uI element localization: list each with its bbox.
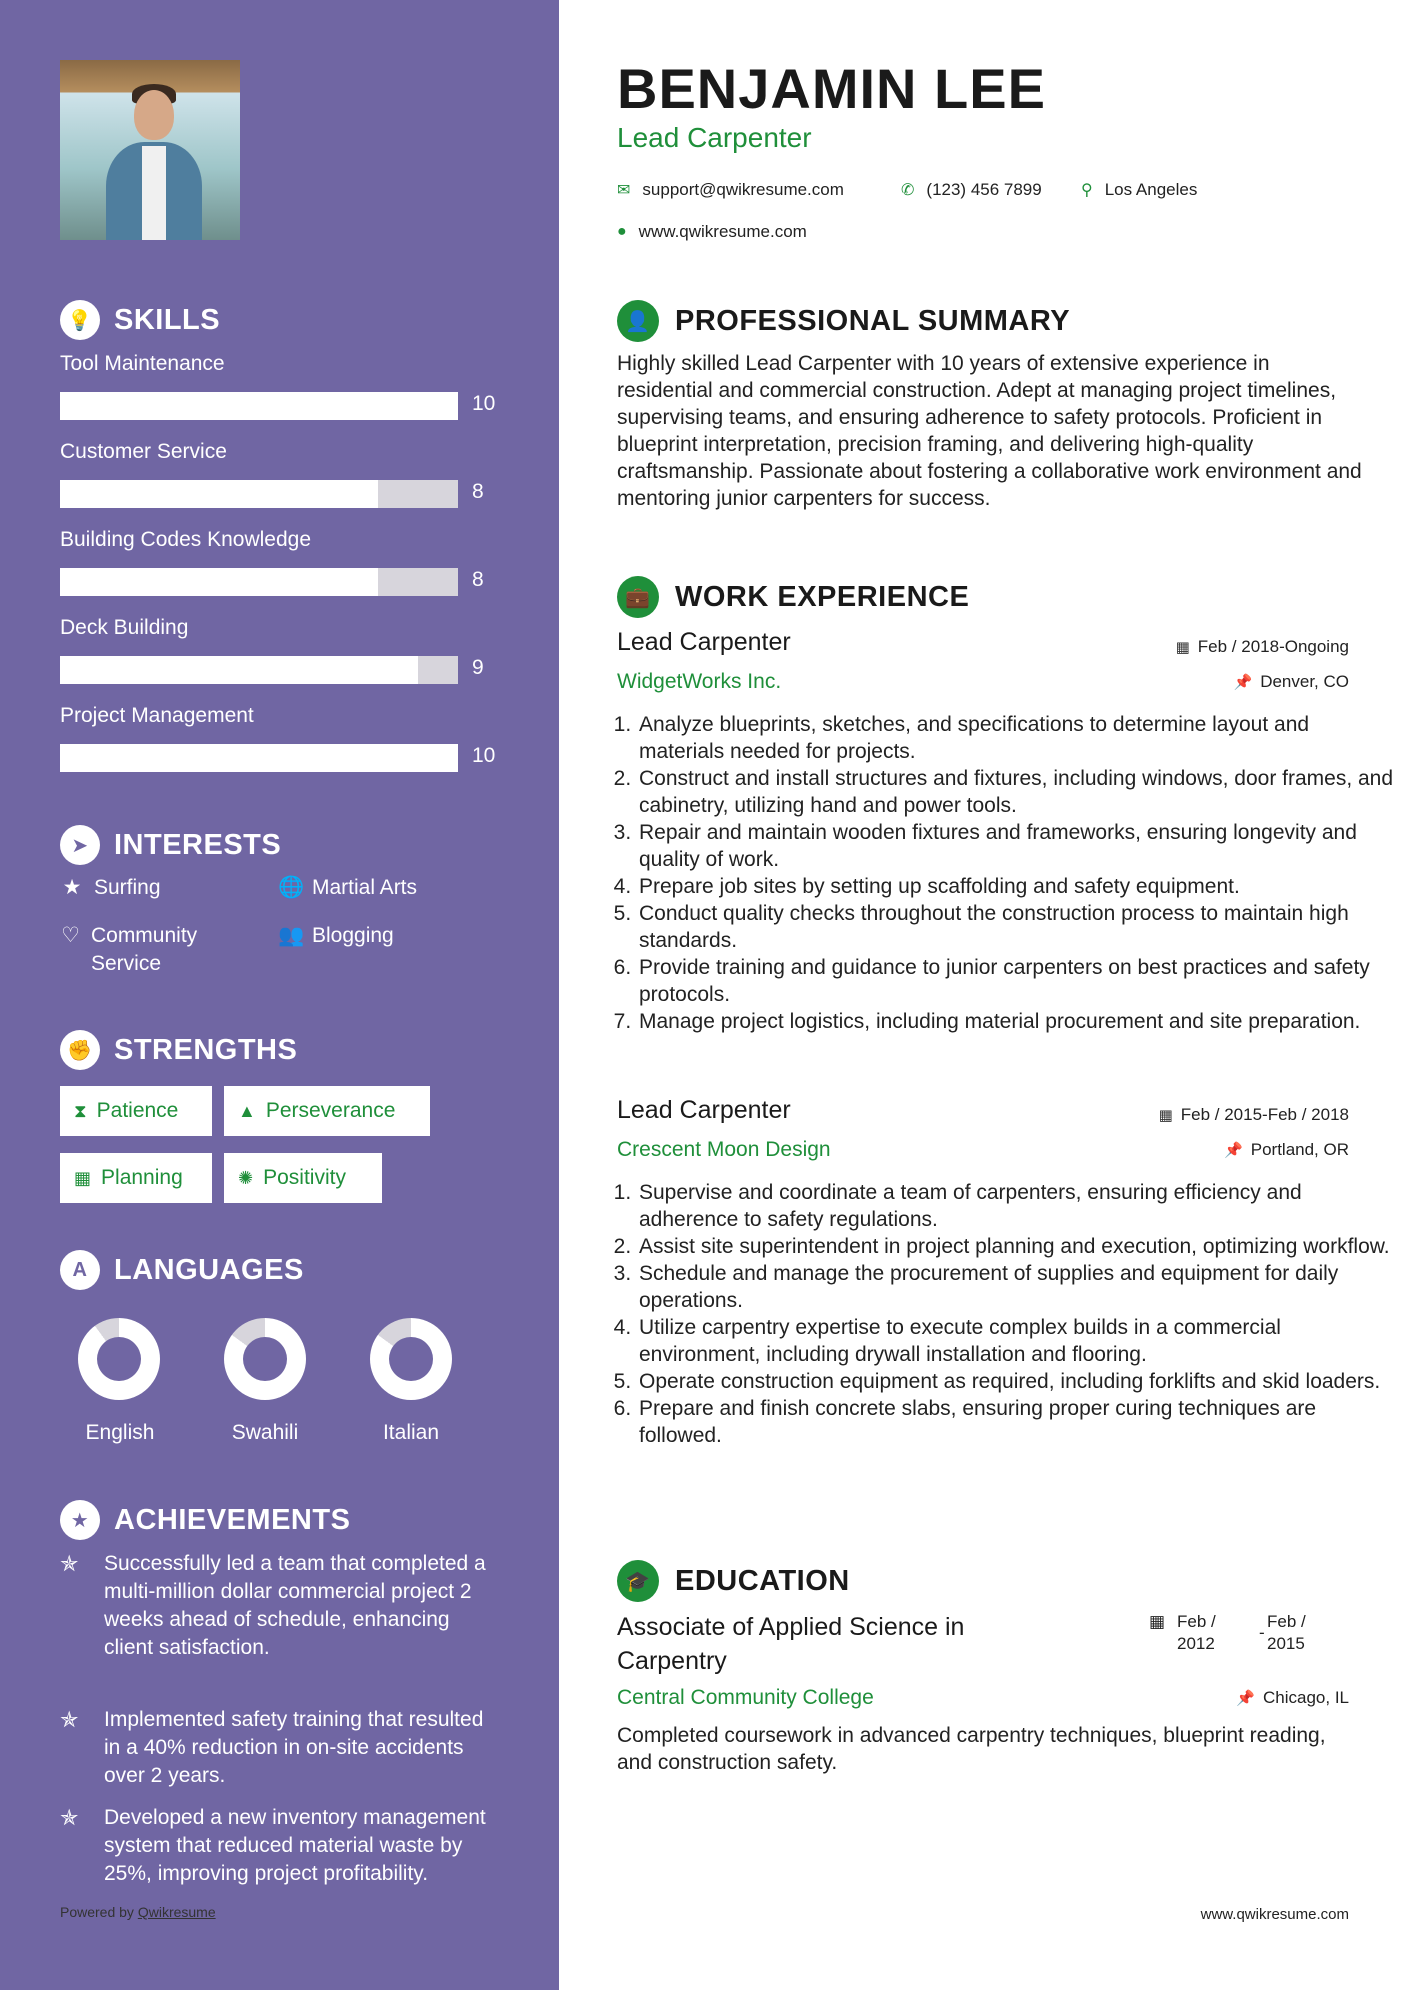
strength-badge: ✺ Positivity	[224, 1153, 382, 1203]
lightbulb-icon: 💡	[60, 300, 100, 340]
brand-link[interactable]: Qwikresume	[137, 1904, 216, 1920]
globe-icon: 🌐	[278, 876, 305, 899]
heart-icon: ♡	[61, 924, 80, 947]
language-label: Italian	[382, 1421, 440, 1444]
strength-badge: ▲ Perseverance	[224, 1086, 430, 1136]
job-bullet: 1. Supervise and coordinate a team of carpenters, ensuring efficiency and adherence to safety regulations.	[637, 1179, 1397, 1233]
calendar-icon: ▦	[74, 1167, 92, 1188]
job-dates: ▦ Feb / 2015-Feb / 2018	[1158, 1105, 1349, 1124]
skill-value: 8	[472, 568, 484, 591]
main-content	[559, 0, 1407, 1990]
skill-bar-fill	[60, 656, 418, 684]
pin-icon: 📌	[1233, 674, 1253, 691]
strength-badge: ⧗ Patience	[60, 1086, 212, 1136]
skill-bar-fill	[60, 744, 458, 772]
paper-plane-icon: ➤	[60, 825, 100, 865]
language-chart-italian	[370, 1318, 452, 1400]
globe-icon: ●	[617, 223, 627, 240]
candidate-name: BENJAMIN LEE	[617, 57, 1046, 120]
map-pin-icon: ⚲	[1081, 182, 1093, 199]
contact-email[interactable]: ✉ support@qwikresume.com	[617, 180, 844, 199]
job-company: Crescent Moon Design	[617, 1138, 831, 1161]
job-bullet: 6. Provide training and guidance to junior carpenters on best practices and safety protocols.	[637, 954, 1397, 1008]
achievement-item: ✯ Implemented safety training that resulted in a 40% reduction in on-site accidents over 2 years.	[60, 1706, 490, 1790]
job-title: Lead Carpenter	[617, 1096, 791, 1124]
achievements-heading: ★ ACHIEVEMENTS	[60, 1500, 350, 1540]
skill-name: Customer Service	[60, 440, 227, 463]
summary-heading: 👤 PROFESSIONAL SUMMARY	[617, 300, 1070, 342]
users-icon: 👥	[278, 924, 305, 947]
degree-title: Associate of Applied Science in Carpentry	[617, 1613, 965, 1675]
footer-website[interactable]: www.qwikresume.com	[1200, 1906, 1349, 1923]
job-bullet: 4. Utilize carpentry expertise to execute complex builds in a commercial environment, including drywall installation and flooring.	[637, 1314, 1397, 1368]
language-label: Swahili	[231, 1421, 299, 1444]
profile-photo	[60, 60, 240, 240]
pin-icon: 📌	[1224, 1142, 1243, 1159]
skill-value: 10	[472, 744, 496, 767]
job-bullet: 3. Schedule and manage the procurement of supplies and equipment for daily operations.	[637, 1260, 1397, 1314]
award-icon: ★	[60, 1500, 100, 1540]
skill-bar-fill	[60, 568, 378, 596]
job-title: Lead Carpenter	[617, 628, 791, 656]
star-burst-icon: ✯	[60, 1707, 79, 1732]
contact-location: ⚲ Los Angeles	[1081, 180, 1198, 199]
job-bullet: 5. Operate construction equipment as required, including forklifts and skid loaders.	[637, 1368, 1397, 1395]
achievement-item: ✯ Successfully led a team that completed a multi-million dollar commercial project 2 weeks ahead of schedule, enhancing client satisfaction.	[60, 1550, 490, 1662]
skill-value: 10	[472, 392, 496, 415]
strengths-heading: ✊ STRENGTHS	[60, 1030, 297, 1070]
skills-heading: 💡 SKILLS	[60, 300, 220, 340]
job-bullets	[609, 1179, 1397, 1449]
calendar-icon: ▦	[1149, 1612, 1166, 1631]
powered-by: Powered by Qwikresume	[60, 1904, 216, 1920]
skill-name: Building Codes Knowledge	[60, 528, 312, 551]
job-location: 📌 Portland, OR	[1224, 1140, 1349, 1159]
skill-bar	[60, 568, 458, 596]
education-start: Feb / 2012	[1177, 1612, 1216, 1653]
road-icon: ▲	[238, 1100, 256, 1121]
education-description: Completed coursework in advanced carpentry techniques, blueprint reading, and construction safety.	[617, 1724, 1326, 1774]
summary-text: Highly skilled Lead Carpenter with 10 years of extensive experience in residential and commercial construction. Adept at managing project timelines, supervising teams, and ensuring adherence to safety protocols. Proficient in blueprint interpretation, precision framing, and delivering high-quality craftsmanship. Passionate about fostering a collaborative work environment and mentoring junior carpenters for success.	[617, 352, 1362, 510]
languages-heading: A LANGUAGES	[60, 1250, 304, 1290]
skill-name: Tool Maintenance	[60, 352, 225, 375]
job-bullet: 4. Prepare job sites by setting up scaffolding and safety equipment.	[637, 873, 1397, 900]
contact-website[interactable]: ● www.qwikresume.com	[617, 222, 807, 241]
skill-name: Deck Building	[60, 616, 189, 639]
sun-icon: ✺	[238, 1167, 254, 1188]
education-heading: 🎓 EDUCATION	[617, 1560, 850, 1602]
skill-name: Project Management	[60, 704, 254, 727]
school-location: 📌 Chicago, IL	[1236, 1688, 1349, 1707]
hourglass-icon: ⧗	[74, 1100, 87, 1121]
skill-bar	[60, 392, 458, 420]
job-bullet: 7. Manage project logistics, including material procurement and site preparation.	[637, 1008, 1397, 1035]
interest-item: 👥 Blogging	[278, 922, 394, 950]
star-burst-icon: ✯	[60, 1551, 79, 1576]
pin-icon: 📌	[1236, 1690, 1255, 1707]
job-location: 📌 Denver, CO	[1233, 672, 1349, 691]
skill-bar-fill	[60, 392, 458, 420]
star-icon: ★	[62, 876, 82, 899]
job-bullet: 1. Analyze blueprints, sketches, and specifications to determine layout and materials needed for projects.	[637, 711, 1397, 765]
language-chart-english	[78, 1318, 160, 1400]
date-separator: -	[1259, 1623, 1265, 1642]
experience-heading: 💼 WORK EXPERIENCE	[617, 576, 969, 618]
school-name: Central Community College	[617, 1686, 874, 1709]
achievement-item: ✯ Developed a new inventory management system that reduced material waste by 25%, improving project profitability.	[60, 1804, 490, 1888]
strength-badge: ▦ Planning	[60, 1153, 212, 1203]
interest-item: ♡ Community Service	[60, 922, 250, 978]
job-bullet: 2. Construct and install structures and fixtures, including windows, door frames, and cabinetry, utilizing hand and power tools.	[637, 765, 1397, 819]
skill-bar	[60, 744, 458, 772]
candidate-title: Lead Carpenter	[617, 122, 812, 153]
language-icon: A	[60, 1250, 100, 1290]
envelope-icon: ✉	[617, 182, 631, 199]
skill-bar-fill	[60, 480, 378, 508]
contact-phone[interactable]: ✆ (123) 456 7899	[901, 180, 1042, 199]
job-bullet: 2. Assist site superintendent in project planning and execution, optimizing workflow.	[637, 1233, 1397, 1260]
user-icon: 👤	[617, 300, 659, 342]
skill-value: 8	[472, 480, 484, 503]
skill-bar	[60, 656, 458, 684]
job-dates: ▦ Feb / 2018-Ongoing	[1175, 637, 1349, 656]
skill-bar	[60, 480, 458, 508]
interests-heading: ➤ INTERESTS	[60, 825, 281, 865]
graduation-cap-icon: 🎓	[617, 1560, 659, 1602]
skill-value: 9	[472, 656, 484, 679]
star-burst-icon: ✯	[60, 1805, 79, 1830]
job-bullet: 3. Repair and maintain wooden fixtures and frameworks, ensuring longevity and quality of work.	[637, 819, 1397, 873]
sidebar	[0, 0, 559, 1990]
interest-item: ★ Surfing	[60, 874, 161, 902]
calendar-icon: ▦	[1175, 639, 1190, 656]
briefcase-icon: 💼	[617, 576, 659, 618]
language-chart-swahili	[224, 1318, 306, 1400]
phone-icon: ✆	[901, 182, 915, 199]
interest-item: 🌐 Martial Arts	[278, 874, 417, 902]
education-end: Feb / 2015	[1267, 1612, 1306, 1653]
job-bullet: 6. Prepare and finish concrete slabs, ensuring proper curing techniques are followed.	[637, 1395, 1397, 1449]
job-company: WidgetWorks Inc.	[617, 670, 782, 693]
language-label: English	[85, 1421, 155, 1444]
fist-icon: ✊	[60, 1030, 100, 1070]
job-bullet: 5. Conduct quality checks throughout the construction process to maintain high standards.	[637, 900, 1397, 954]
calendar-icon: ▦	[1158, 1107, 1173, 1124]
job-bullets	[609, 711, 1397, 1035]
